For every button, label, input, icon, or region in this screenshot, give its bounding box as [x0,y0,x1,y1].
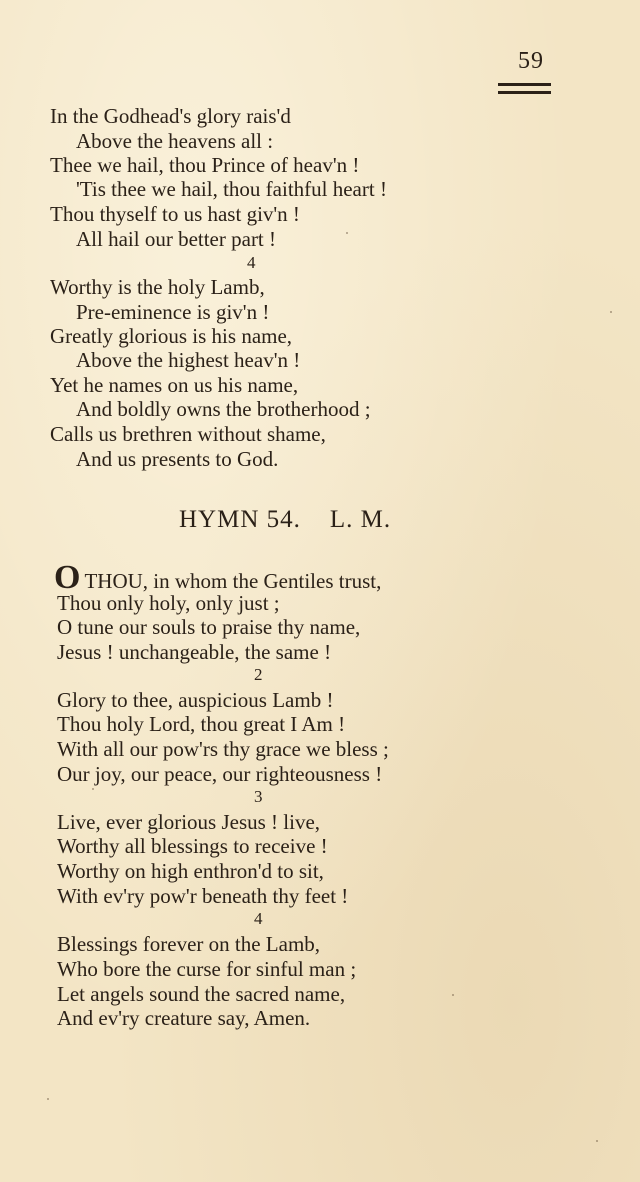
verse-line: 'Tis thee we hail, thou faithful heart ! [76,177,387,201]
verse-line: Blessings forever on the Lamb, [57,932,321,956]
header-rule-bottom [498,91,551,94]
verse-line: O tune our souls to praise thy name, [57,615,361,639]
first-line-text: THOU, in whom the Gentiles trust, [84,569,382,593]
verse-line: Who bore the curse for sinful man ; [57,957,357,981]
verse-line: Live, ever glorious Jesus ! live, [57,810,321,834]
verse-line: Yet he names on us his name, [50,373,299,397]
verse-line: Thou thyself to us hast giv'n ! [50,202,300,226]
verse-line: Our joy, our peace, our righteousness ! [57,762,383,786]
verse-line: All hail our better part ! [76,227,277,251]
verse-line: Thee we hail, thou Prince of heav'n ! [50,153,360,177]
verse-line: Calls us brethren without shame, [50,422,326,446]
paper-speck [92,788,94,790]
verse-line-first [54,559,382,596]
page-number: 59 [518,48,544,74]
verse-line: Thou only holy, only just ; [57,591,280,615]
verse-number: 2 [254,665,263,684]
verse-line: Above the highest heav'n ! [76,348,301,372]
verse-number: 4 [254,909,263,928]
verse-line: And boldly owns the brotherhood ; [76,397,371,421]
verse-line: With all our pow'rs thy grace we bless ; [57,737,389,761]
verse-line: Thou holy Lord, thou great I Am ! [57,712,346,736]
verse-line: Worthy on high enthron'd to sit, [57,859,324,883]
verse-line: And us presents to God. [76,447,279,471]
drop-cap: O [54,559,81,596]
header-rule-top [498,83,551,86]
stanza-number: 4 [247,253,256,272]
verse-line: In the Godhead's glory rais'd [50,104,291,128]
verse-number: 3 [254,787,263,806]
verse-line: Jesus ! unchangeable, the same ! [57,640,332,664]
paper-speck [596,1140,598,1142]
paper-speck [346,232,348,234]
verse-line: Worthy is the holy Lamb, [50,275,265,299]
verse-line: Greatly glorious is his name, [50,324,293,348]
paper-speck [47,1098,49,1100]
paper-speck [452,994,454,996]
hymn-title: HYMN 54. L. M. [179,506,392,533]
paper-speck [610,311,612,313]
verse-line: With ev'ry pow'r beneath thy feet ! [57,884,349,908]
verse-line: Above the heavens all : [76,129,274,153]
verse-line: And ev'ry creature say, Amen. [57,1006,311,1030]
verse-line: Pre-eminence is giv'n ! [76,300,270,324]
verse-line: Let angels sound the sacred name, [57,982,346,1006]
verse-line: Worthy all blessings to receive ! [57,834,328,858]
verse-line: Glory to thee, auspicious Lamb ! [57,688,334,712]
